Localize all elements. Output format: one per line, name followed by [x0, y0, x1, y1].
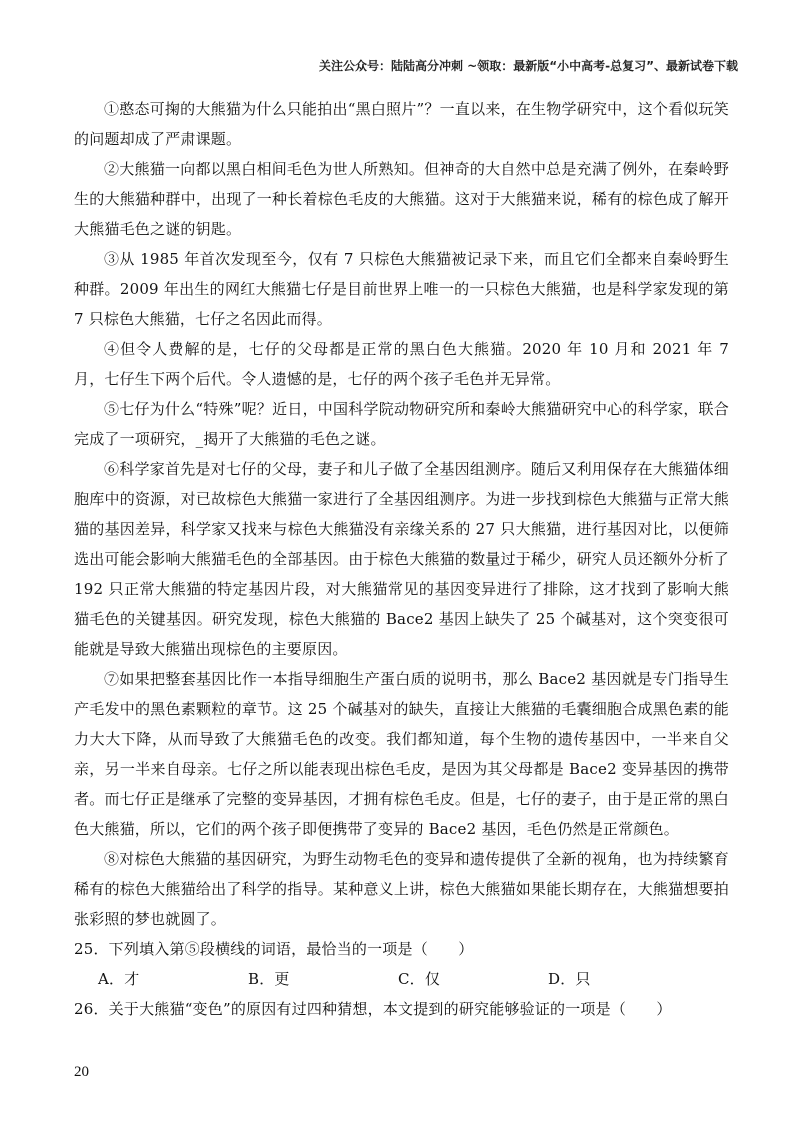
- option-d[interactable]: D．只: [548, 970, 591, 988]
- question-26-stem: 26．关于大熊猫“变色”的原因有过四种猜想，本文提到的研究能够验证的一项是（ ）: [74, 1000, 672, 1018]
- paragraph-5: ⑤七仔为什么“特殊”呢？近日，中国科学院动物研究所和秦岭大熊猫研究中心的科学家，联合完成了一项研究，_揭开了大熊猫的毛色之谜。: [74, 400, 729, 448]
- question-25-options: [74, 964, 729, 994]
- paragraph-6: ⑥科学家首先是对七仔的父母，妻子和儿子做了全基因组测序。随后又利用保存在大熊猫体细胞库中的资源，对已故棕色大熊猫一家进行了全基因组测序。为进一步找到棕色大熊猫与正常大熊猫的基因差异，科学家又找来与棕色大熊猫没有亲缘关系的 27 只大熊猫，进行基因对比，以便筛选出可能会影响大熊猫毛色的全部基因。由于棕色大熊猫的数量过于稀少，研究人员还额外分析了 192 只正常大熊猫的特定基因片段，对大熊猫常见的基因变异进行了排除，这才找到了影响大熊猫毛色的关键基因。研究发现，棕色大熊猫的 Bace2 基因上缺失了 25 个碱基对，这个突变很可能就是导致大熊猫出现棕色的主要原因。: [74, 460, 729, 658]
- question-25-stem: 25．下列填入第⑤段横线的词语，最恰当的一项是（ ）: [74, 940, 474, 958]
- paragraph-8: ⑧对棕色大熊猫的基因研究，为野生动物毛色的变异和遗传提供了全新的视角，也为持续繁育稀有的棕色大熊猫给出了科学的指导。某种意义上讲，棕色大熊猫如果能长期存在，大熊猫想要拍张彩照的梦也就圆了。: [74, 850, 729, 928]
- option-a[interactable]: A．才: [98, 970, 140, 988]
- page-header: 关注公众号：陆陆高分冲刺 ~领取：最新版“小中高考-总复习”、最新试卷下载: [319, 59, 738, 73]
- option-b[interactable]: B．更: [248, 970, 290, 988]
- option-c[interactable]: C．仅: [398, 970, 441, 988]
- article-body: [74, 94, 729, 1024]
- paragraph-3: ③从 1985 年首次发现至今，仅有 7 只棕色大熊猫被记录下来，而且它们全都来自秦岭野生种群。2009 年出生的网红大熊猫七仔是目前世界上唯一的一只棕色大熊猫，也是科学家发现的第 7 只棕色大熊猫，七仔之名因此而得。: [74, 250, 729, 328]
- paragraph-1: ①憨态可掬的大熊猫为什么只能拍出“黑白照片”？一直以来，在生物学研究中，这个看似玩笑的问题却成了严肃课题。: [74, 100, 729, 148]
- page-number: 20: [74, 1064, 89, 1080]
- paragraph-7: ⑦如果把整套基因比作一本指导细胞生产蛋白质的说明书，那么 Bace2 基因就是专门指导生产毛发中的黑色素颗粒的章节。这 25 个碱基对的缺失，直接让大熊猫的毛囊细胞合成黑色素的能力大大下降，从而导致了大熊猫毛色的改变。我们都知道，每个生物的遗传基因中，一半来自父亲，另一半来自母亲。七仔之所以能表现出棕色毛皮，是因为其父母都是 Bace2 变异基因的携带者。而七仔正是继承了完整的变异基因，才拥有棕色毛皮。但是，七仔的妻子，由于是正常的黑白色大熊猫，所以，它们的两个孩子即便携带了变异的 Bace2 基因，毛色仍然是正常颜色。: [74, 670, 729, 838]
- paragraph-4: ④但令人费解的是，七仔的父母都是正常的黑白色大熊猫。2020 年 10 月和 2021 年 7 月，七仔生下两个后代。令人遗憾的是，七仔的两个孩子毛色并无异常。: [74, 340, 729, 388]
- paragraph-2: ②大熊猫一向都以黑白相间毛色为世人所熟知。但神奇的大自然中总是充满了例外，在秦岭野生的大熊猫种群中，出现了一种长着棕色毛皮的大熊猫。这对于大熊猫来说，稀有的棕色成了解开大熊猫毛色之谜的钥匙。: [74, 160, 729, 238]
